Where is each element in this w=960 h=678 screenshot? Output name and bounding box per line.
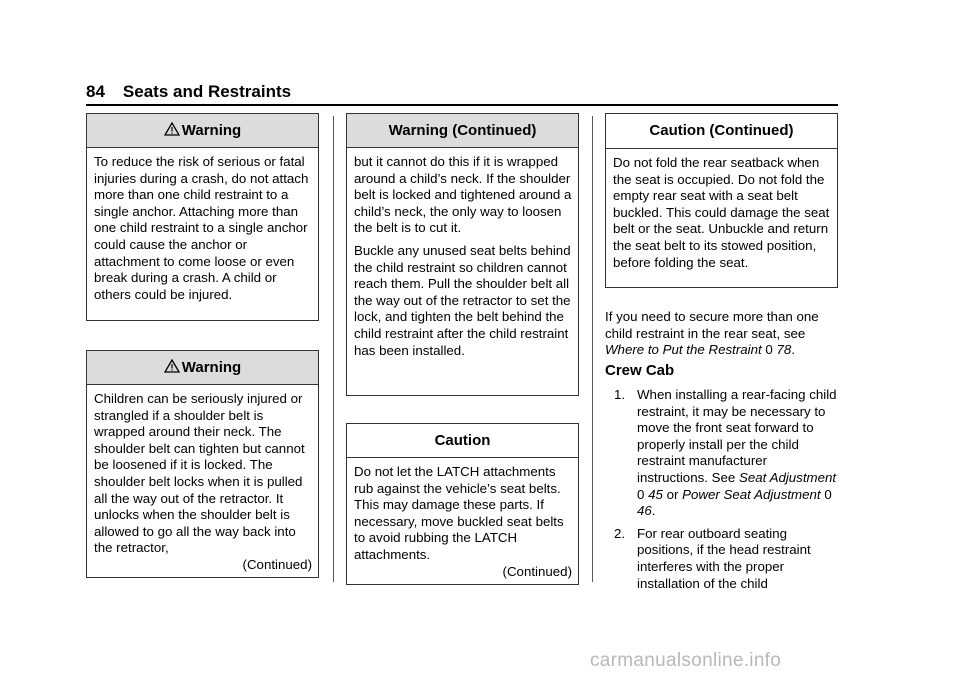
caution-title: Caution [434,432,491,449]
warning-box-1 [86,113,319,321]
column-divider-2 [592,116,593,582]
caution-box [346,423,579,585]
warning-box-header [347,114,578,148]
xref-page[interactable]: 46 [637,503,652,519]
list-item-text: or [666,486,679,502]
warning-box-2 [86,350,319,578]
warning-text: To reduce the risk of serious or fatal injuries during a crash, do not attach more than one child restraint to a single anchor. Attaching more than one child restraint to a single anchor could cause the anchor or attachment to come loose or even break during a crash. A child or others could be injured. [94,154,309,302]
page-ref-icon: 0 [765,342,773,358]
page-number: 84 [86,82,105,101]
instruction-list [605,387,840,598]
warning-text: Buckle any unused seat belts behind the child restraint so children cannot reach them. Pull the shoulder belt all the way out of the retractor to set the lock, and tighten the belt behind the child restraint after the child restraint has been installed. [354,242,571,358]
xref-power-seat-adjustment[interactable]: Power Seat Adjustment [682,486,821,502]
warning-triangle-icon [164,122,180,136]
paragraph-text: If you need to secure more than one child restraint in the rear seat, see [605,309,819,341]
page-ref-icon: 0 [824,486,832,502]
column-divider-1 [333,116,334,582]
warning-title: Warning (Continued) [388,122,537,139]
continued-label: (Continued) [502,563,572,579]
header-rule [86,104,838,106]
caution-text: Do not let the LATCH attachments rub against the vehicle’s seat belts. This may damage these parts. If necessary, move buckled seat belts to avoid rubbing the LATCH attachments. [354,464,564,562]
caution-continued-box [605,113,838,288]
restraint-paragraph [605,309,840,359]
warning-text: Children can be seriously injured or strangled if a shoulder belt is wrapped around their neck. The shoulder belt can tighten but cannot be loosened if it is locked. The shoulder belt locks when it is pulled all the way out of the retractor. It unlocks when the shoulder belt is allowed to go all the way back into the retractor, [94,391,305,556]
xref-page[interactable]: 45 [648,486,663,502]
list-item [605,387,840,520]
warning-triangle-icon [164,359,180,373]
page-header [86,80,838,104]
list-item [605,526,840,592]
list-item-text: For rear outboard seating positions, if the head restraint interferes with the proper installation of the child [637,525,811,591]
crew-cab-heading: Crew Cab [605,362,675,379]
xref-page[interactable]: 78 [776,342,792,358]
warning-text: but it cannot do this if it is wrapped around a child’s neck. If the shoulder belt is locked and tightened around a child’s neck, the only way to loosen the belt is to cut it. [354,154,572,236]
continued-label: (Continued) [242,556,312,572]
caution-box-header [606,114,837,149]
punctuation: . [791,342,795,358]
caution-text: Do not fold the rear seatback when the seat is occupied. Do not fold the empty rear seat with a seat belt buckled. This could damage the seat belt or the seat. Unbuckle and return the seat belt to its stowed position, before folding the seat. [613,155,830,270]
section-title: Seats and Restraints [122,82,292,101]
caution-box-header [347,424,578,458]
warning-box-header [87,114,318,148]
list-item-text: When installing a rear-facing child restraint, it may be necessary to move the front seat forward to properly install per the child restraint manufacturer instructions. See [637,387,837,485]
punctuation: . [651,503,656,519]
xref-where-to-put-restraint[interactable]: Where to Put the Restraint [605,342,762,358]
watermark: carmanualsonline.info [590,650,782,671]
warning-title: Warning [181,359,242,376]
list-item-number: 2. [614,525,626,541]
list-item-number: 1. [614,387,626,402]
caution-title: Caution (Continued) [649,122,794,139]
page-ref-icon: 0 [637,486,645,502]
warning-title: Warning [181,122,242,139]
warning-continued-box [346,113,579,396]
warning-box-header [87,351,318,385]
xref-seat-adjustment[interactable]: Seat Adjustment [739,469,837,485]
